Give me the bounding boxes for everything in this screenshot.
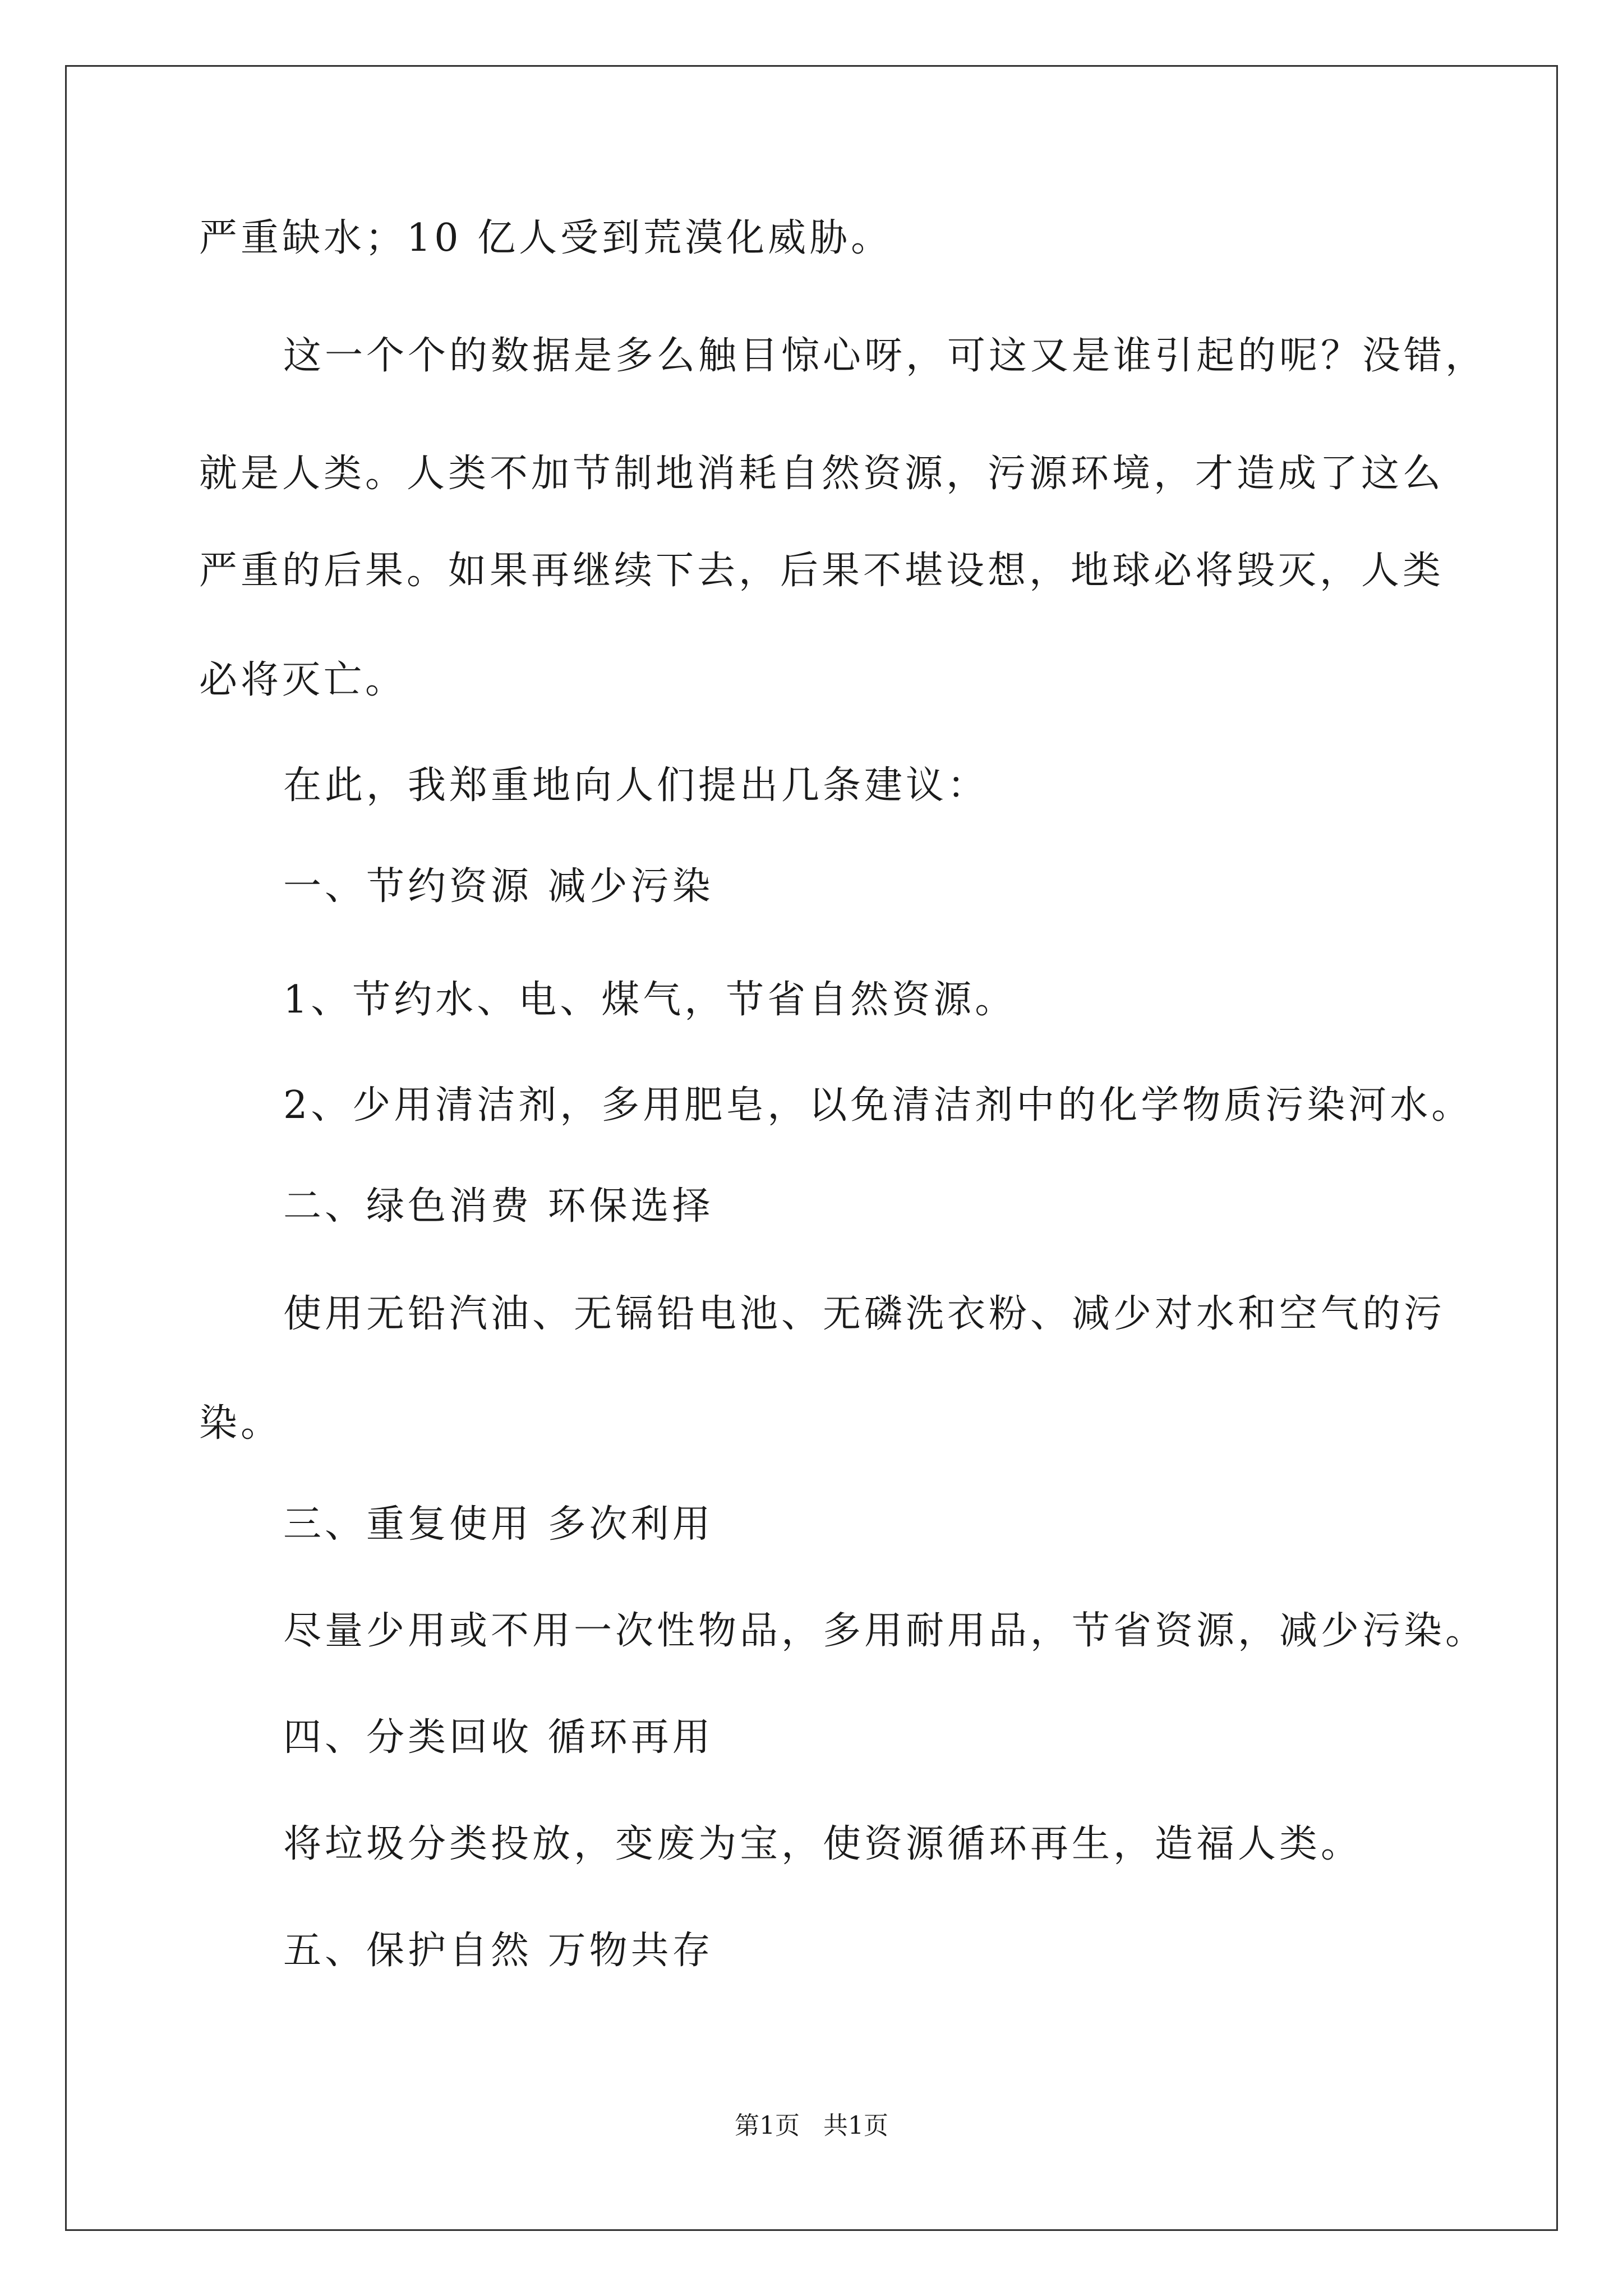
list-item: 1、节约水、电、煤气，节省自然资源。: [283, 978, 1017, 1022]
page-number: 第1页: [735, 2111, 800, 2140]
paragraph-line: 将垃圾分类投放，变废为宝，使资源循环再生，造福人类。: [283, 1822, 1363, 1866]
section-heading: 二、绿色消费 环保选择: [283, 1184, 714, 1228]
section-heading: 三、重复使用 多次利用: [283, 1502, 714, 1547]
text-line: 染。: [199, 1401, 283, 1446]
paragraph-line: 在此，我郑重地向人们提出几条建议：: [283, 763, 989, 808]
page-total: 共1页: [823, 2111, 888, 2140]
section-heading: 四、分类回收 循环再用: [283, 1715, 714, 1760]
page-border: [65, 65, 1558, 2231]
paragraph-line: 使用无铅汽油、无镉铅电池、无磷洗衣粉、减少对水和空气的污: [283, 1292, 1446, 1336]
section-heading: 五、保护自然 万物共存: [283, 1929, 714, 1973]
paragraph-line: 这一个个的数据是多么触目惊心呀，可这又是谁引起的呢？没错，: [283, 334, 1487, 378]
text-line: 严重的后果。如果再继续下去，后果不堪设想，地球必将毁灭，人类: [199, 549, 1445, 593]
text-line: 严重缺水；10 亿人受到荒漠化威胁。: [199, 216, 893, 260]
page-footer: [0, 2109, 1623, 2143]
paragraph-line: 尽量少用或不用一次性物品，多用耐用品，节省资源，减少污染。: [283, 1609, 1487, 1653]
list-item: 2、少用清洁剂，多用肥皂，以免清洁剂中的化学物质污染河水。: [283, 1083, 1473, 1128]
text-line: 必将灭亡。: [199, 658, 407, 702]
text-line: 就是人类。人类不加节制地消耗自然资源，污源环境，才造成了这么: [199, 452, 1445, 496]
section-heading: 一、节约资源 减少污染: [283, 864, 714, 909]
